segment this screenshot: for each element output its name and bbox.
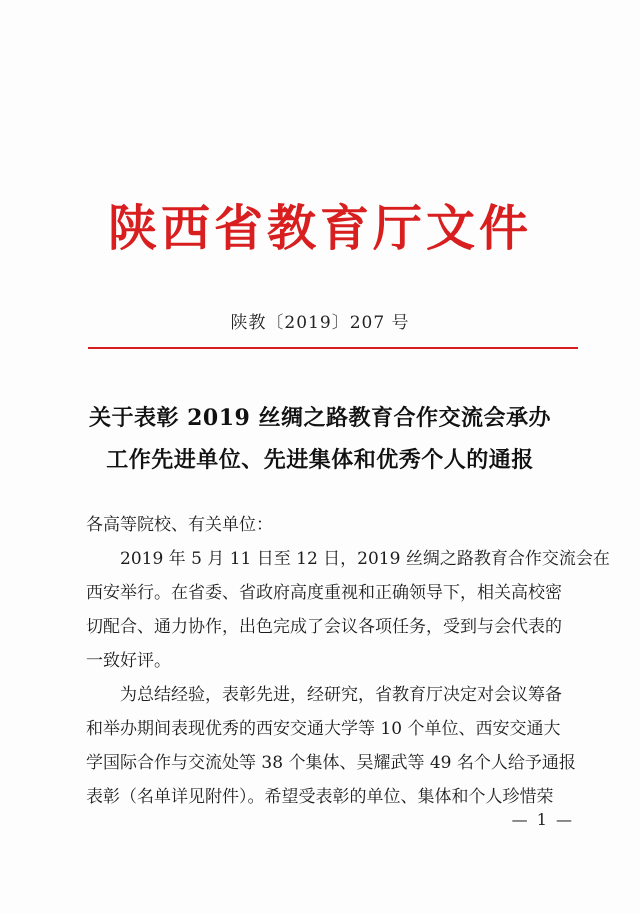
paragraph-1 [86, 542, 610, 678]
paragraph-1-line: 切配合、通力协作，出色完成了会议各项任务，受到与会代表的 [86, 617, 562, 637]
paragraph-2-line: 为总结经验，表彰先进，经研究，省教育厅决定对会议筹备 [120, 685, 562, 705]
paragraph-1-line: 一致好评。 [86, 651, 171, 671]
paragraph-2-line: 和举办期间表现优秀的西安交通大学等 10 个单位、西安交通大 [86, 719, 561, 739]
body-text [86, 508, 610, 814]
paragraph-2 [86, 678, 586, 814]
notice-title-line-2: 工作先进单位、先进集体和优秀个人的通报 [106, 447, 534, 473]
red-divider-line [88, 347, 578, 349]
paragraph-1-line: 西安举行。在省委、省政府高度重视和正确领导下，相关高校密 [86, 583, 562, 603]
paragraph-1-line: 2019 年 5 月 11 日至 12 日，2019 丝绸之路教育合作交流会在 [120, 549, 610, 569]
notice-title-line-1: 关于表彰 2019 丝绸之路教育合作交流会承办 [88, 405, 552, 431]
notice-title [60, 397, 580, 481]
page-number: — 1 — [511, 810, 574, 829]
paragraph-2-line: 表彰（名单详见附件）。希望受表彰的单位、集体和个人珍惜荣 [86, 787, 554, 807]
document-number: 陕教〔2019〕207 号 [230, 313, 410, 333]
salutation: 各高等院校、有关单位： [86, 515, 273, 535]
issuer-header-title: 陕西省教育厅文件 [107, 199, 532, 257]
paragraph-2-line: 学国际合作与交流处等 38 个集体、吴耀武等 49 名个人给予通报 [86, 753, 576, 773]
